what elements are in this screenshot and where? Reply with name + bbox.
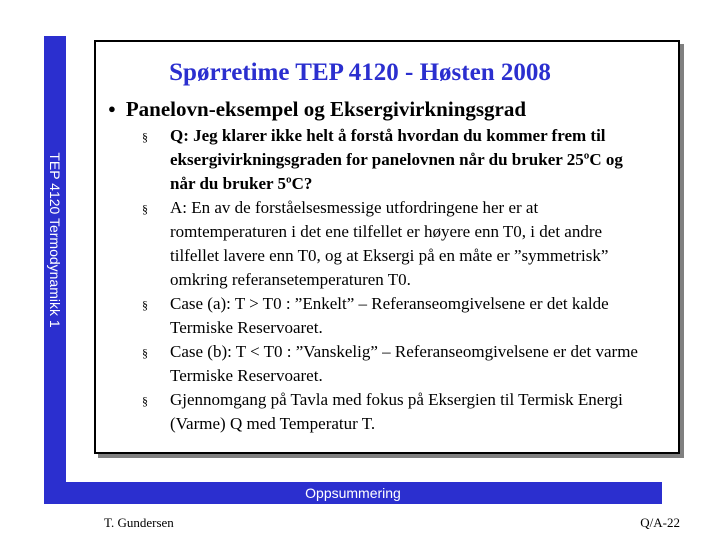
section-marker-icon: §	[142, 346, 148, 360]
subtitle-text: Panelovn-eksempel og Eksergivirkningsgrad	[125, 97, 527, 121]
section-marker-icon: §	[142, 130, 148, 144]
footer-page-number: Q/A-22	[640, 515, 680, 530]
list-item	[142, 124, 650, 196]
section-marker-icon: §	[142, 202, 148, 216]
bullet-text: Gjennomgang på Tavla med fokus på Eksergien til Termisk Energi (Varme) Q med Temperatur T.	[170, 390, 623, 433]
list-item	[142, 292, 650, 340]
slide-title: Spørretime TEP 4120 - Høsten 2008	[169, 59, 551, 86]
list-item	[142, 388, 650, 436]
bullet-text: A: En av de forståelsesmessige utfordringene her er at romtemperaturen i det ene tilfellet er høyere enn T0, i det andre tilfellet lavere enn T0, og at Eksergi på en måte er ”symmetrisk” omkring referansetemperaturen T0.	[170, 198, 609, 289]
section-marker-icon: §	[142, 394, 148, 408]
slide-subtitle	[108, 96, 526, 124]
section-marker-icon: §	[142, 298, 148, 312]
list-item	[142, 340, 650, 388]
bullet-list	[142, 124, 650, 436]
footer-author: T. Gundersen	[104, 515, 174, 530]
bullet-text: Case (b): T < T0 : ”Vanskelig” – Referanseomgivelsene er det varme Termiske Reservoaret.	[170, 342, 638, 385]
summary-bar: Oppsummering	[44, 482, 662, 504]
bullet-dot-icon: ●	[108, 101, 116, 117]
bullet-text: Case (a): T > T0 : ”Enkelt” – Referanseomgivelsene er det kalde Termiske Reservoaret.	[170, 294, 609, 337]
list-item	[142, 196, 650, 292]
sidebar-label: TEP 4120 Termodynamikk 1	[47, 152, 63, 328]
bullet-text: Q: Jeg klarer ikke helt å forstå hvordan du kommer frem til eksergivirkningsgraden for panelovnen når du bruker 25ºC og når du bruker 5ºC?	[170, 126, 623, 193]
